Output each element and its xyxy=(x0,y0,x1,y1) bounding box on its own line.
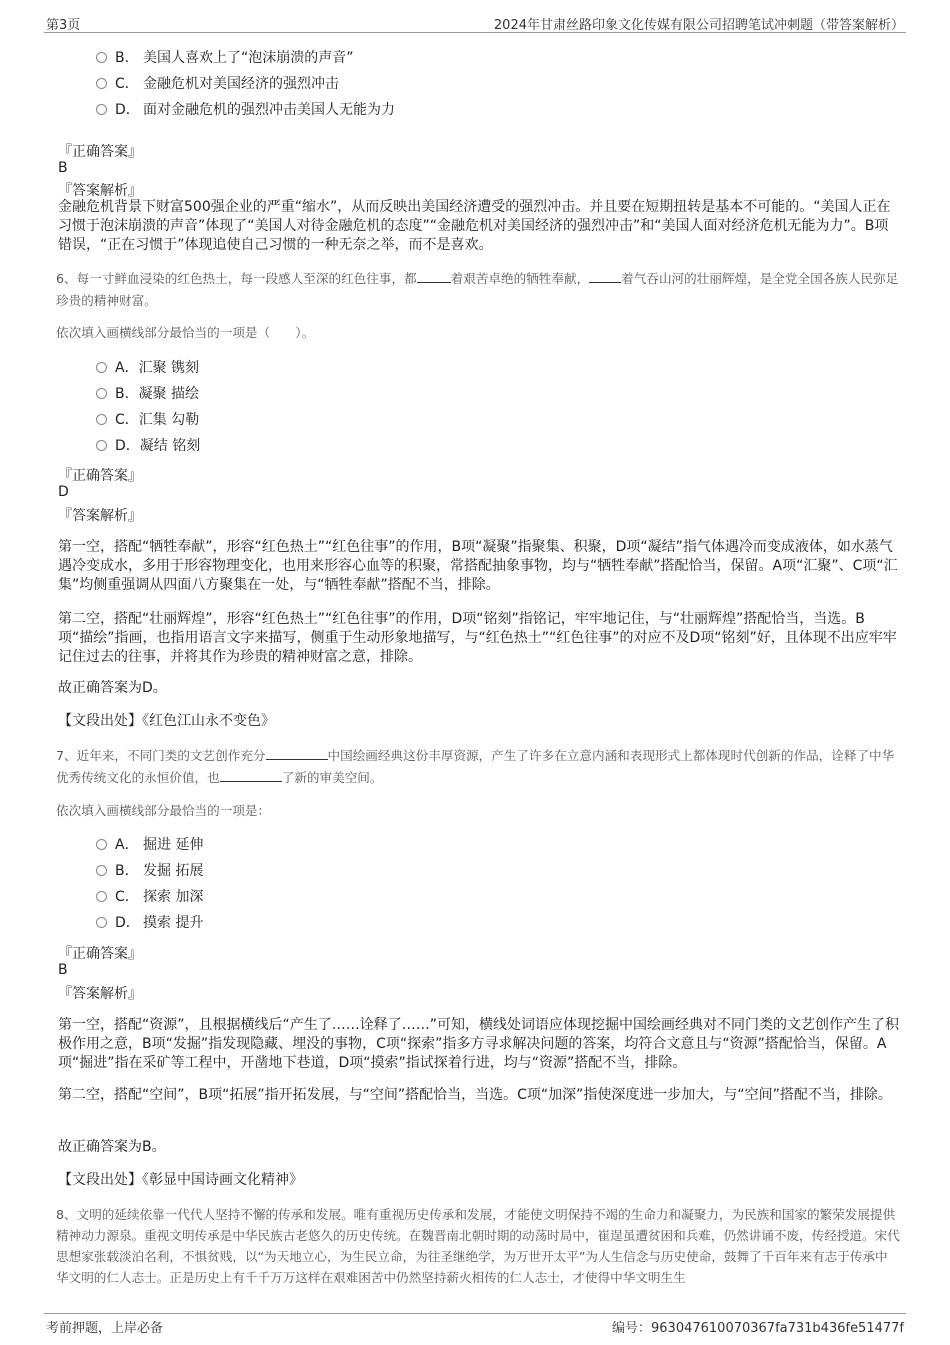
q6-option-d[interactable]: D．凝结 铭刻 xyxy=(96,435,200,457)
q6-option-c[interactable]: C．汇集 勾勒 xyxy=(96,409,199,431)
radio-icon[interactable] xyxy=(96,917,107,928)
q7-prompt: 依次填入画横线部分最恰当的一项是： xyxy=(56,803,271,818)
q7-option-a[interactable]: A． 掘进 延伸 xyxy=(96,834,203,856)
radio-icon[interactable] xyxy=(96,891,107,902)
q5-analysis: 金融危机背景下财富500强企业的严重“缩水”，从而反映出美国经济遭受的强烈冲击。并且要在短期扭转是基本不可能的。“美国人正在习惯于泡沫崩溃的声音”体现了“美国人对待金融危机的态度”“金融危机对美国经济的强烈冲击”和“美国人面对经济危机无能为力”。B项错误，“正在习惯于”体现追使自己习惯的一种无奈之举，而不是喜欢。 xyxy=(58,199,891,253)
question-number: 6、 xyxy=(56,271,77,286)
radio-icon[interactable] xyxy=(96,78,107,89)
q6-analysis-1: 第一空，搭配“牺牲奉献”，形容“红色热土”“红色往事”的作用，B项“凝聚”指聚集、积聚，D项“凝结”指气体遇冷而变成液体，如水蒸气遇冷变成水，多用于形容物理变化，也用来形容心血等的积聚，常搭配抽象事物，均与“牺牲奉献”搭配恰当，保留。A项“汇聚”、C项“汇集”均侧重强调从四面八方聚集在一处，与“牺牲奉献”搭配不当，排除。 xyxy=(58,539,898,593)
q6-prompt: 依次填入画横线部分最恰当的一项是（ ）。 xyxy=(56,325,315,340)
q6-answer: D xyxy=(58,484,69,500)
q6-source: 【文段出处】《红色江山永不变色》 xyxy=(58,713,275,729)
q7-answer: B xyxy=(58,962,68,978)
q7-option-c[interactable]: C． 探索 加深 xyxy=(96,886,203,908)
answer-blank xyxy=(589,270,621,283)
q7-analysis-2: 第二空，搭配“空间”，B项“拓展”指开拓发展，与“空间”搭配恰当，当选。C项“加深”指使深度进一步加大，与“空间”搭配不当，排除。 xyxy=(58,1087,892,1103)
q6-question: 6、每一寸鲜血浸染的红色热土，每一段感人至深的红色往事，都 着艰苦卓绝的牺牲奉献， 着气吞山河的壮丽辉煌，是全党全国各族人民弥足珍贵的精神财富。 xyxy=(56,271,899,308)
document-title: 2024年甘肃丝路印象文化传媒有限公司招聘笔试冲刺题（带答案解析） xyxy=(493,18,904,33)
q7-source: 【文段出处】《彰显中国诗画文化精神》 xyxy=(58,1172,303,1188)
q5-option-b[interactable]: B． 美国人喜欢上了“泡沫崩溃的声音” xyxy=(96,47,354,69)
page-number: 第3页 xyxy=(46,18,81,33)
q7-analysis-label: 『答案解析』 xyxy=(58,986,142,1002)
page-header xyxy=(44,14,906,33)
q6-answer-label: 『正确答案』 xyxy=(58,468,142,484)
q7-option-d[interactable]: D． 摸索 提升 xyxy=(96,912,203,934)
q6-option-a[interactable]: A．汇聚 镌刻 xyxy=(96,357,199,379)
q6-option-b[interactable]: B．凝聚 描绘 xyxy=(96,383,199,405)
q5-analysis-label: 『答案解析』 xyxy=(58,183,142,199)
radio-icon[interactable] xyxy=(96,362,107,373)
radio-icon[interactable] xyxy=(96,440,107,451)
q6-conclusion: 故正确答案为D。 xyxy=(58,680,167,696)
question-number: 7、 xyxy=(56,748,77,763)
radio-icon[interactable] xyxy=(96,865,107,876)
page-footer xyxy=(44,1313,906,1334)
footer-slogan: 考前押题，上岸必备 xyxy=(46,1321,164,1336)
answer-blank xyxy=(266,747,328,760)
radio-icon[interactable] xyxy=(96,388,107,399)
q5-option-d[interactable]: D． 面对金融危机的强烈冲击美国人无能为力 xyxy=(96,99,395,121)
q6-analysis-2: 第二空，搭配“壮丽辉煌”，形容“红色热土”“红色往事”的作用，D项“铭刻”指铭记，牢牢地记住，与“壮丽辉煌”搭配恰当，当选。B项“描绘”指画，也指用语言文字来描写，侧重于生动形象地描写，与“红色热土”“红色往事”的对应不及D项“铭刻”好，且体现不出应牢牢记住过去的往事，并将其作为珍贵的精神财富之意，排除。 xyxy=(58,611,897,665)
radio-icon[interactable] xyxy=(96,414,107,425)
radio-icon[interactable] xyxy=(96,104,107,115)
radio-icon[interactable] xyxy=(96,839,107,850)
q7-option-b[interactable]: B． 发掘 拓展 xyxy=(96,860,203,882)
document-code: 编号：963047610070367fa731b436fe51477f xyxy=(611,1321,904,1336)
q6-analysis-label: 『答案解析』 xyxy=(58,508,142,524)
question-number: 8、 xyxy=(56,1207,77,1222)
q5-option-c[interactable]: C． 金融危机对美国经济的强烈冲击 xyxy=(96,73,339,95)
q7-question: 7、近年来，不同门类的文艺创作充分 中国绘画经典这份丰厚资源，产生了许多在立意内涵和表现形式上都体现时代创新的作品，诠释了中华优秀传统文化的永恒价值，也 了新的审美空间。 xyxy=(56,748,895,785)
q7-analysis-1: 第一空，搭配“资源”，且根据横线后“产生了……诠释了……”可知，横线处词语应体现挖掘中国绘画经典对不同门类的文艺创作产生了积极作用之意，B项“发掘”指发现隐藏、埋没的事物，C项“探索”指多方寻求解决问题的答案，均符合文意且与“资源”搭配恰当，保留。A项“掘进”指在采矿等工程中，开凿地下巷道，D项“摸索”指试探着行进，均与“资源”搭配不当，排除。 xyxy=(58,1017,900,1071)
q5-answer: B xyxy=(58,160,68,176)
radio-icon[interactable] xyxy=(96,52,107,63)
q7-answer-label: 『正确答案』 xyxy=(58,946,142,962)
q7-conclusion: 故正确答案为B。 xyxy=(58,1139,166,1155)
q5-answer-label: 『正确答案』 xyxy=(58,144,142,160)
answer-blank xyxy=(220,769,282,782)
q8-question: 8、文明的延续依靠一代代人坚持不懈的传承和发展。唯有重视历史传承和发展，才能使文明保持不竭的生命力和凝聚力，为民族和国家的繁荣发展提供精神动力源泉。重视文明传承是中华民族古老悠久的历史传统。在魏晋南北朝时期的动荡时局中，崔逞虽遭贫困和兵难，仍然讲诵不废，传经授道。宋代思想家张载淡泊名利，不惧贫贱，以“为天地立心，为生民立命，为往圣继绝学，为万世开太平”为人生信念与历史使命，鼓舞了千百年来有志于传承中华文明的仁人志士。正是历史上有千千万万这样在艰难困苦中仍然坚持薪火相传的仁人志士，才使得中华文明生生 xyxy=(56,1207,900,1285)
answer-blank xyxy=(417,270,451,283)
